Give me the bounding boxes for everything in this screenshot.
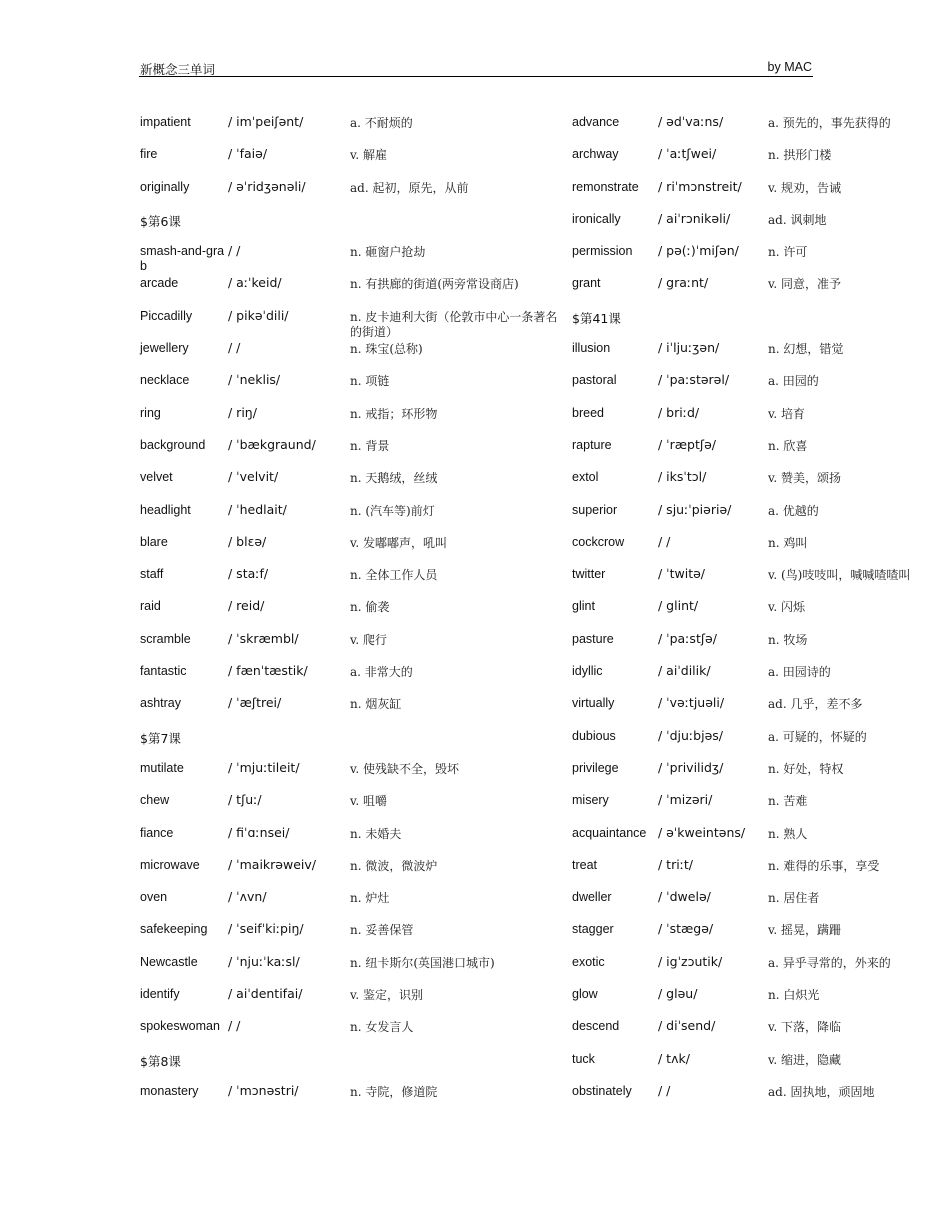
vocab-meaning: n. (汽车等)前灯 — [350, 503, 435, 518]
vocab-meaning: v. 咀嚼 — [350, 794, 387, 809]
vocab-phonetic: / / — [228, 1018, 241, 1034]
vocab-meaning: n. 炉灶 — [350, 891, 390, 906]
header-author: by MAC — [767, 60, 812, 74]
vocab-word: dweller — [572, 890, 612, 905]
vocab-word: archway — [572, 147, 619, 162]
vocab-row — [139, 495, 569, 527]
vocab-word: velvet — [140, 470, 173, 485]
vocab-word: breed — [572, 405, 604, 420]
vocab-word: fire — [140, 147, 158, 162]
vocab-phonetic: / iksˈtɔl/ — [658, 469, 707, 485]
vocab-word: identify — [140, 987, 180, 1002]
vocab-word: ring — [140, 405, 161, 420]
vocab-phonetic: / ˈmjuːtileit/ — [228, 759, 300, 775]
vocab-row — [571, 818, 941, 850]
vocab-row — [139, 850, 569, 882]
vocab-meaning: ad. 讽刺地 — [768, 212, 827, 227]
vocab-row — [139, 301, 569, 339]
vocab-meaning: v. 培育 — [768, 406, 805, 421]
vocab-meaning: n. 微波，微波炉 — [350, 858, 438, 873]
lesson-heading: $第41课 — [572, 310, 621, 326]
vocab-word: background — [140, 437, 206, 452]
vocab-meaning: n. 居住者 — [768, 891, 820, 906]
vocab-row — [139, 914, 569, 946]
vocab-phonetic: / glint/ — [658, 598, 699, 614]
vocab-row — [571, 850, 941, 882]
vocab-word: misery — [572, 793, 609, 808]
vocab-word: privilege — [572, 760, 619, 775]
vocab-phonetic: / briːd/ — [658, 404, 700, 420]
vocab-meaning: v. 爬行 — [350, 632, 387, 647]
vocab-row — [571, 462, 941, 494]
lesson-heading-row — [139, 204, 569, 236]
vocab-row — [571, 947, 941, 979]
vocab-phonetic: / ˈræptʃə/ — [658, 436, 716, 452]
vocab-row — [139, 268, 569, 300]
vocab-word: illusion — [572, 341, 611, 356]
vocab-meaning: n. 偷袭 — [350, 600, 390, 615]
vocab-row — [571, 656, 941, 688]
vocab-phonetic: / reid/ — [228, 598, 265, 614]
vocab-column-left — [139, 107, 569, 1108]
vocab-phonetic: / graːnt/ — [658, 275, 709, 291]
vocab-meaning: a. 田园诗的 — [768, 665, 831, 680]
vocab-word: remonstrate — [572, 179, 639, 194]
vocab-phonetic: / riŋ/ — [228, 404, 257, 420]
vocab-word: spokeswoman — [140, 1019, 220, 1034]
vocab-word: chew — [140, 793, 170, 808]
vocab-phonetic: / pə(ː)ˈmiʃən/ — [658, 243, 739, 259]
vocab-word: jewellery — [140, 341, 189, 356]
vocab-phonetic: / ˈnjuːˈkaːsl/ — [228, 953, 300, 969]
vocab-meaning: n. 皮卡迪利大街（伦敦市中心一条著名的街道） — [350, 309, 558, 339]
vocab-meaning: n. 珠宝(总称) — [350, 342, 423, 357]
vocab-phonetic: / imˈpeiʃənt/ — [228, 114, 304, 129]
vocab-row — [571, 914, 941, 946]
vocab-phonetic: / ˈvəːtjuəli/ — [658, 695, 725, 711]
header-title: 新概念三单词 — [140, 62, 216, 77]
vocab-meaning: v. 鉴定，识别 — [350, 988, 423, 1003]
vocab-word: ashtray — [140, 696, 181, 711]
vocab-row — [139, 527, 569, 559]
vocab-phonetic: / fænˈtæstik/ — [228, 663, 308, 679]
vocab-phonetic: / gləu/ — [658, 986, 698, 1002]
vocab-phonetic: / riˈmɔnstreit/ — [658, 178, 742, 194]
vocab-meaning: n. 烟灰缸 — [350, 697, 402, 712]
vocab-word: staff — [140, 567, 164, 582]
vocab-word: headlight — [140, 502, 191, 517]
vocab-meaning: a. 预先的，事先获得的 — [768, 116, 891, 130]
vocab-word: safekeeping — [140, 922, 208, 937]
vocab-phonetic: / ˈmɔnəstri/ — [228, 1082, 299, 1098]
vocab-phonetic: / iˈljuːʒən/ — [658, 340, 720, 356]
vocab-phonetic: / ˈskræmbl/ — [228, 630, 299, 646]
vocab-row — [139, 172, 569, 204]
vocab-phonetic: / ˈvelvit/ — [228, 469, 279, 485]
vocab-meaning: a. 优越的 — [768, 503, 819, 518]
vocab-row — [139, 430, 569, 462]
vocab-word: dubious — [572, 728, 616, 743]
vocab-row — [571, 172, 941, 204]
vocab-phonetic: / ˈʌvn/ — [228, 889, 267, 905]
vocab-phonetic: / aiˈdentifai/ — [228, 986, 303, 1002]
vocab-meaning: n. 纽卡斯尔(英国港口城市) — [350, 955, 495, 970]
lesson-heading: $第6课 — [140, 213, 181, 229]
vocab-word: Piccadilly — [140, 308, 193, 323]
vocab-phonetic: / aiˈrɔnikəli/ — [658, 210, 731, 226]
vocab-phonetic: / ˈfaiə/ — [228, 146, 268, 162]
vocab-phonetic: / diˈsend/ — [658, 1018, 716, 1034]
vocab-meaning: n. 女发言人 — [350, 1020, 414, 1035]
vocab-meaning: v. 闪烁 — [768, 600, 805, 615]
vocab-word: fantastic — [140, 664, 187, 679]
vocab-meaning: n. 白炽光 — [768, 988, 820, 1003]
vocab-phonetic: / ˈmaikrəweiv/ — [228, 856, 316, 872]
vocab-row — [139, 1076, 569, 1108]
vocab-word: cockcrow — [572, 534, 625, 549]
vocab-meaning: n. 有拱廊的街道(两旁常设商店) — [350, 277, 519, 292]
vocab-row — [571, 979, 941, 1011]
lesson-heading-row — [571, 301, 941, 333]
vocab-phonetic: / ˈpaːstərəl/ — [658, 372, 730, 388]
vocab-row — [571, 333, 941, 365]
vocab-row — [571, 1076, 941, 1108]
vocab-meaning: a. 田园的 — [768, 374, 819, 389]
vocab-word: originally — [140, 179, 190, 194]
vocab-meaning: n. 全体工作人员 — [350, 568, 438, 583]
vocab-phonetic: / əˈridʒənəli/ — [228, 178, 306, 194]
vocab-meaning: a. 异乎寻常的，外来的 — [768, 955, 891, 970]
vocab-meaning: v. 赞美，颂扬 — [768, 471, 841, 486]
vocab-meaning: n. 许可 — [768, 245, 808, 260]
vocab-row — [571, 753, 941, 785]
vocab-meaning: a. 不耐烦的 — [350, 116, 413, 130]
vocab-meaning: n. 未婚夫 — [350, 826, 402, 841]
vocab-row — [571, 785, 941, 817]
vocab-word: grant — [572, 276, 601, 291]
vocab-row — [139, 785, 569, 817]
vocab-word: necklace — [140, 373, 190, 388]
vocab-row — [139, 365, 569, 397]
vocab-phonetic: / əˈkweintəns/ — [658, 824, 746, 840]
vocab-meaning: v. (鸟)吱吱叫，喊喊喳喳叫 — [768, 568, 911, 583]
vocab-word: raid — [140, 599, 161, 614]
vocab-meaning: n. 项链 — [350, 374, 390, 389]
vocab-row — [571, 1011, 941, 1043]
vocab-row — [139, 818, 569, 850]
vocab-row — [571, 236, 941, 268]
vocab-row — [139, 688, 569, 720]
vocab-word: virtually — [572, 696, 615, 711]
vocab-phonetic: / aːˈkeid/ — [228, 275, 282, 291]
vocab-word: oven — [140, 890, 168, 905]
vocab-meaning: n. 拱形门楼 — [768, 148, 832, 163]
vocab-meaning: v. 缩进，隐藏 — [768, 1052, 841, 1067]
vocab-meaning: n. 妥善保管 — [350, 923, 414, 938]
vocab-word: pastoral — [572, 373, 617, 388]
vocab-row — [571, 495, 941, 527]
vocab-meaning: n. 苦难 — [768, 794, 808, 809]
vocab-phonetic: / staːf/ — [228, 566, 269, 582]
vocab-phonetic: / ˈseifˈkiːpiŋ/ — [228, 921, 304, 937]
vocab-meaning: ad. 起初，原先，从前 — [350, 180, 469, 195]
vocab-word: pasture — [572, 631, 614, 646]
vocab-meaning: n. 砸窗户抢劫 — [350, 245, 426, 260]
vocab-meaning: v. 发嘟嘟声，吼叫 — [350, 535, 447, 550]
vocab-row — [571, 1044, 941, 1076]
vocab-phonetic: / ˈneklis/ — [228, 372, 281, 388]
vocab-word: rapture — [572, 437, 612, 452]
vocab-phonetic: / ˈdwelə/ — [658, 889, 711, 905]
vocab-row — [571, 688, 941, 720]
vocab-word: tuck — [572, 1051, 595, 1066]
vocab-word: monastery — [140, 1083, 199, 1098]
vocab-phonetic: / ˈaːtʃwei/ — [658, 146, 717, 162]
vocab-phonetic: / ədˈvaːns/ — [658, 114, 724, 129]
lesson-heading-row — [139, 1044, 569, 1076]
lesson-heading: $第8课 — [140, 1053, 181, 1069]
vocab-word: acquaintance — [572, 825, 647, 840]
vocab-phonetic: / / — [658, 1082, 671, 1098]
vocab-word: ironically — [572, 211, 621, 226]
vocab-meaning: v. 使残缺不全，毁坏 — [350, 761, 459, 776]
vocab-word: descend — [572, 1019, 620, 1034]
vocab-phonetic: / / — [228, 340, 241, 356]
lesson-heading-row — [139, 721, 569, 753]
vocab-row — [571, 365, 941, 397]
vocab-phonetic: / ˈmizəri/ — [658, 792, 713, 808]
vocab-phonetic: / fiˈɑːnsei/ — [228, 824, 290, 840]
vocab-row — [139, 947, 569, 979]
vocab-word: glow — [572, 987, 598, 1002]
vocab-row — [139, 333, 569, 365]
vocab-meaning: v. 规劝，告诫 — [768, 180, 841, 195]
vocab-meaning: n. 戒指；环形物 — [350, 406, 438, 421]
vocab-row — [571, 430, 941, 462]
vocab-row — [139, 882, 569, 914]
vocab-word: twitter — [572, 567, 606, 582]
vocab-meaning: n. 好处，特权 — [768, 761, 844, 776]
vocab-meaning: n. 难得的乐事，享受 — [768, 858, 880, 873]
vocab-phonetic: / ˈpaːstʃə/ — [658, 630, 717, 646]
vocab-phonetic: / aiˈdilik/ — [658, 663, 711, 679]
vocab-row — [139, 107, 569, 139]
vocab-phonetic: / / — [658, 533, 671, 549]
vocab-row — [139, 624, 569, 656]
vocab-word: glint — [572, 599, 595, 614]
vocab-meaning: v. 同意，准予 — [768, 277, 841, 292]
vocab-word: treat — [572, 857, 598, 872]
vocab-phonetic: / ˈprivilidʒ/ — [658, 759, 724, 775]
vocab-phonetic: / igˈzɔutik/ — [658, 953, 723, 969]
vocab-row — [571, 107, 941, 139]
vocab-meaning: ad. 几乎，差不多 — [768, 697, 863, 712]
vocab-phonetic: / / — [228, 243, 241, 259]
vocab-row — [571, 559, 941, 591]
vocab-phonetic: / tʃuː/ — [228, 792, 262, 808]
vocab-phonetic: / ˈtwitə/ — [658, 566, 706, 582]
vocab-phonetic: / ˈhedlait/ — [228, 501, 287, 517]
vocab-meaning: v. 摇晃，蹒跚 — [768, 923, 841, 938]
vocab-row — [571, 398, 941, 430]
vocab-row — [139, 139, 569, 171]
vocab-row — [139, 591, 569, 623]
vocab-meaning: v. 解雇 — [350, 148, 387, 163]
lesson-heading: $第7课 — [140, 730, 181, 746]
vocab-row — [571, 204, 941, 236]
vocab-word: extol — [572, 470, 599, 485]
vocab-meaning: n. 天鹅绒，丝绒 — [350, 471, 438, 486]
vocab-word: obstinately — [572, 1083, 632, 1098]
vocab-meaning: n. 寺院，修道院 — [350, 1084, 438, 1099]
vocab-phonetic: / pikəˈdili/ — [228, 307, 289, 323]
vocab-meaning: n. 背景 — [350, 438, 390, 453]
vocab-meaning: ad. 固执地，顽固地 — [768, 1084, 875, 1099]
vocab-row — [139, 1011, 569, 1043]
vocab-word: Newcastle — [140, 954, 198, 969]
vocab-meaning: n. 熟人 — [768, 826, 808, 841]
vocab-word: blare — [140, 534, 168, 549]
vocab-word: arcade — [140, 276, 179, 291]
vocab-row — [139, 236, 569, 274]
vocab-word: impatient — [140, 115, 191, 129]
vocab-row — [571, 624, 941, 656]
vocab-row — [139, 753, 569, 785]
vocab-row — [139, 656, 569, 688]
vocab-row — [139, 979, 569, 1011]
vocab-row — [139, 462, 569, 494]
vocab-phonetic: / sjuːˈpiəriə/ — [658, 501, 732, 517]
vocab-meaning: a. 非常大的 — [350, 665, 413, 680]
vocab-word: superior — [572, 502, 618, 517]
vocab-word: mutilate — [140, 760, 184, 775]
vocab-row — [139, 559, 569, 591]
page-header — [139, 58, 813, 77]
vocab-word: smash-and-grab — [140, 244, 225, 274]
vocab-phonetic: / tʌk/ — [658, 1050, 690, 1066]
vocab-phonetic: / ˈbækgraund/ — [228, 436, 316, 452]
vocab-phonetic: / triːt/ — [658, 856, 694, 872]
vocab-row — [571, 591, 941, 623]
vocab-word: exotic — [572, 954, 605, 969]
vocab-word: stagger — [572, 922, 614, 937]
vocab-meaning: a. 可疑的，怀疑的 — [768, 729, 867, 744]
vocab-word: advance — [572, 115, 620, 129]
vocab-phonetic: / ˈdjuːbjəs/ — [658, 727, 723, 743]
vocab-meaning: v. 下落，降临 — [768, 1020, 841, 1035]
vocab-phonetic: / blεə/ — [228, 533, 267, 549]
vocab-word: permission — [572, 244, 633, 259]
vocab-meaning: n. 欣喜 — [768, 438, 808, 453]
vocab-word: idyllic — [572, 664, 603, 679]
vocab-meaning: n. 鸡叫 — [768, 535, 808, 550]
vocab-word: microwave — [140, 857, 200, 872]
vocab-word: scramble — [140, 631, 191, 646]
vocab-word: fiance — [140, 825, 174, 840]
vocab-row — [571, 721, 941, 753]
vocab-row — [139, 398, 569, 430]
vocab-column-right — [571, 107, 941, 1108]
vocab-row — [571, 527, 941, 559]
vocab-phonetic: / ˈstægə/ — [658, 921, 714, 937]
vocab-row — [571, 268, 941, 300]
vocab-meaning: n. 幻想，错觉 — [768, 342, 844, 357]
vocab-row — [571, 882, 941, 914]
vocab-row — [571, 139, 941, 171]
vocab-phonetic: / ˈæʃtrei/ — [228, 695, 282, 711]
vocab-meaning: n. 牧场 — [768, 632, 808, 647]
